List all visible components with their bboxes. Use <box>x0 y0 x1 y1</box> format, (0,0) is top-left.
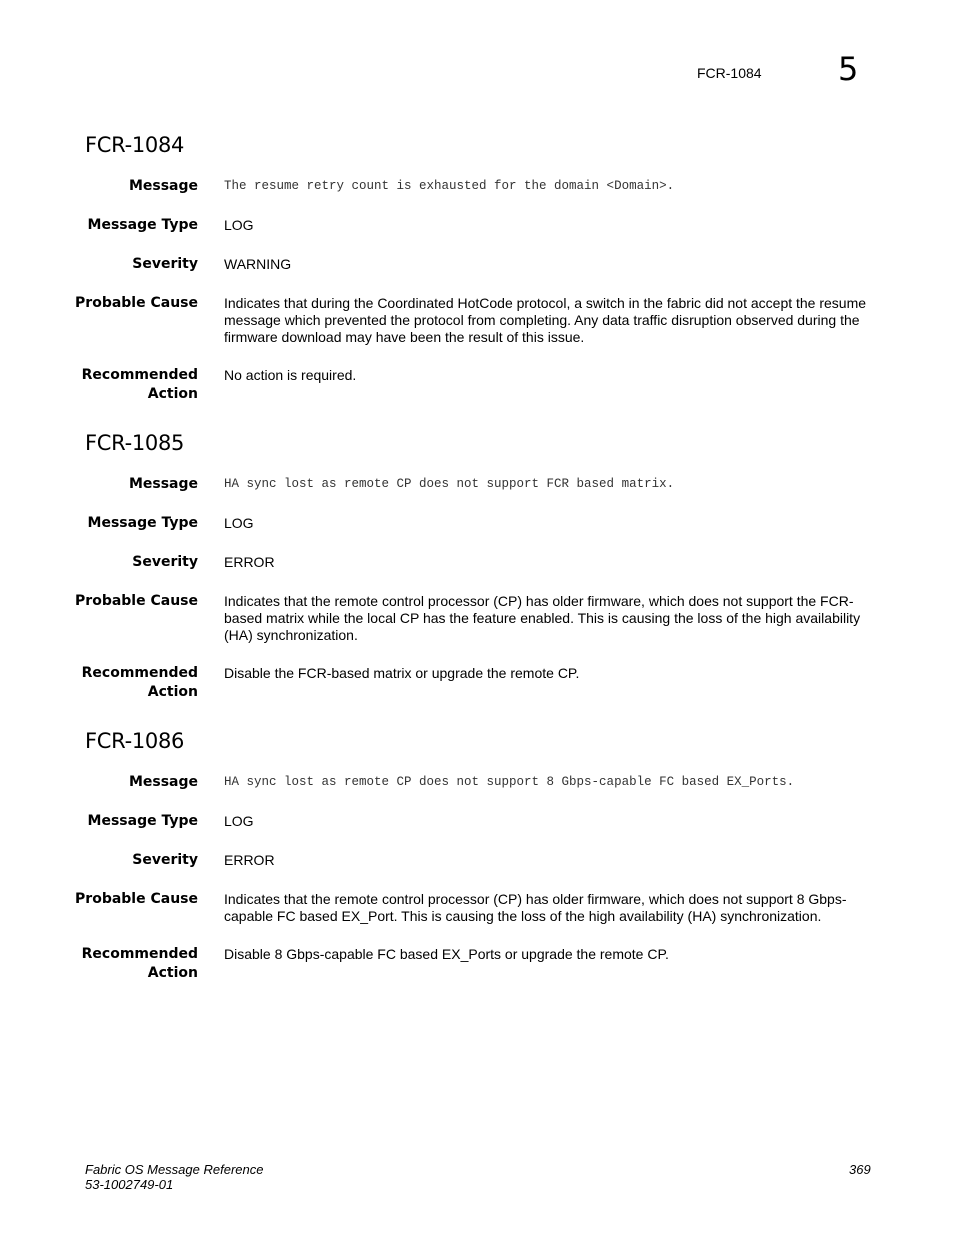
message-text: HA sync lost as remote CP does not support 8 Gbps-capable FC based EX_Ports. <box>224 775 795 789</box>
message-type-row <box>0 216 954 235</box>
page-content <box>0 133 954 1010</box>
message-type-value: LOG <box>224 813 254 829</box>
probable-cause-value: Indicates that the remote control processor (CP) has older firmware, which does not support the FCR-based matrix while the local CP has the feature enabled. This is causing the loss of the high availability (HA) synchronization. <box>224 593 861 643</box>
section-title: FCR-1085 <box>85 431 185 455</box>
message-type-label: Message Type <box>87 515 198 531</box>
recommended-action-value: Disable the FCR-based matrix or upgrade the remote CP. <box>224 665 580 681</box>
severity-value: ERROR <box>224 852 275 868</box>
severity-label: Severity <box>132 256 198 272</box>
message-type-label: Message Type <box>87 813 198 829</box>
running-header-ref: FCR-1084 <box>697 65 762 81</box>
severity-value: WARNING <box>224 256 292 272</box>
severity-row <box>0 851 954 870</box>
footer-doc-id: 53-1002749-01 <box>85 1177 174 1192</box>
probable-cause-row <box>0 592 954 644</box>
probable-cause-row <box>0 890 954 925</box>
severity-row <box>0 553 954 572</box>
message-section <box>0 729 954 983</box>
message-text: The resume retry count is exhausted for the domain <Domain>. <box>224 179 675 193</box>
message-label: Message <box>128 476 198 492</box>
probable-cause-label: Probable Cause <box>75 891 198 907</box>
recommended-action-row <box>0 945 954 983</box>
message-label: Message <box>128 774 198 790</box>
message-type-row <box>0 812 954 831</box>
chapter-number: 5 <box>838 50 859 88</box>
recommended-action-label: Recommended Action <box>81 367 198 402</box>
probable-cause-value: Indicates that the remote control processor (CP) has older firmware, which does not support 8 Gbps-capable FC based EX_Port. This is causing the loss of the high availability (HA) synchronization. <box>224 891 847 924</box>
message-text: HA sync lost as remote CP does not support FCR based matrix. <box>224 477 675 491</box>
message-label: Message <box>128 178 198 194</box>
recommended-action-label: Recommended Action <box>81 665 198 700</box>
message-type-label: Message Type <box>87 217 198 233</box>
message-row <box>0 773 954 792</box>
probable-cause-value: Indicates that during the Coordinated HotCode protocol, a switch in the fabric did not accept the resume message which prevented the protocol from completing. Any data traffic disruption observed during the firmware download may have been the result of this issue. <box>224 295 867 345</box>
recommended-action-row <box>0 366 954 404</box>
recommended-action-label: Recommended Action <box>81 946 198 981</box>
probable-cause-label: Probable Cause <box>75 593 198 609</box>
message-type-value: LOG <box>224 217 254 233</box>
section-title: FCR-1084 <box>85 133 185 157</box>
recommended-action-value: Disable 8 Gbps-capable FC based EX_Ports or upgrade the remote CP. <box>224 946 669 962</box>
section-title: FCR-1086 <box>85 729 185 753</box>
message-type-row <box>0 514 954 533</box>
message-row <box>0 475 954 494</box>
recommended-action-row <box>0 664 954 702</box>
message-section <box>0 431 954 702</box>
recommended-action-value: No action is required. <box>224 367 357 383</box>
severity-row <box>0 255 954 274</box>
message-type-value: LOG <box>224 515 254 531</box>
message-section <box>0 133 954 404</box>
probable-cause-row <box>0 294 954 346</box>
footer-title: Fabric OS Message Reference <box>85 1162 264 1177</box>
severity-label: Severity <box>132 852 198 868</box>
severity-value: ERROR <box>224 554 275 570</box>
probable-cause-label: Probable Cause <box>75 295 198 311</box>
severity-label: Severity <box>132 554 198 570</box>
message-row <box>0 177 954 196</box>
page-number: 369 <box>849 1162 871 1177</box>
